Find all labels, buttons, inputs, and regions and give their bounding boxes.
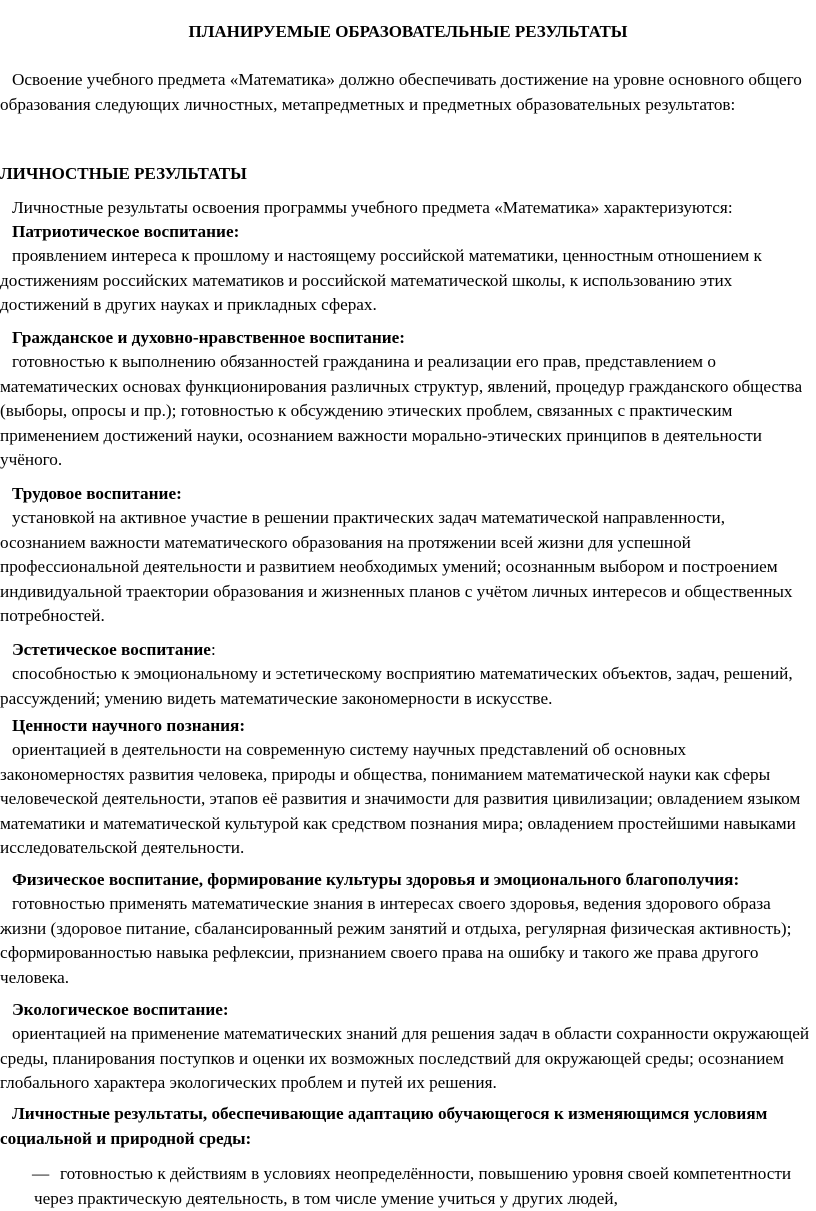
item-heading-labour: Трудовое воспитание: (12, 484, 182, 503)
page-title: ПЛАНИРУЕМЫЕ ОБРАЗОВАТЕЛЬНЫЕ РЕЗУЛЬТАТЫ (188, 22, 628, 41)
item-text-ecological: ориентацией на применение математических знаний для решения задач в области сохранности окружающей среды, планирования поступков и оценки их возможных последствий для окружающей среды; осознанием глобального характера экологических проблем и путей их решения. (0, 1024, 810, 1093)
section-heading: ЛИЧНОСТНЫЕ РЕЗУЛЬТАТЫ (0, 164, 247, 183)
item-text-patriotic: проявлением интереса к прошлому и настоящему российской математики, ценностным отношением к достижениям российских математиков и российской математической школы, к использованию этих достижений в других науках и прикладных сферах. (0, 246, 762, 315)
item-text-civic: готовностью к выполнению обязанностей гражданина и реализации его прав, представлением о математических основах функционирования различных структур, явлений, процедур гражданского общества (выборы, опросы и пр.); готовностью к обсуждению этических проблем, связанных с практическим применением достижений науки, осознанием важности морально-этических принципов в деятельности учёного. (0, 352, 803, 470)
adaptation-heading: Личностные результаты, обеспечивающие адаптацию обучающегося к изменяющимся условиям социальной и природной среды: (0, 1104, 768, 1148)
section-intro: Личностные результаты освоения программы учебного предмета «Математика» характеризуются: (12, 198, 733, 217)
dash-list-item (34, 1162, 814, 1211)
item-heading-civic: Гражданское и духовно-нравственное воспитание: (12, 328, 406, 347)
item-text-science: ориентацией в деятельности на современную систему научных представлений об основных закономерностях развития человека, природы и общества, пониманием математической науки как сферы человеческой деятельности, этапов её развития и значимости для развития цивилизации; овладением языком математики и математической культурой как средством познания мира; овладением простейшими навыками исследовательской деятельности. (0, 740, 801, 858)
item-heading-aesthetic-label: Эстетическое воспитание (12, 640, 211, 659)
dash-item-text: готовностью к действиям в условиях неопределённости, повышению уровня своей компетентности через практическую деятельность, в том числе умение учиться у других людей, (34, 1164, 792, 1208)
dash-bullet: — (32, 1164, 50, 1183)
item-heading-aesthetic-colon: : (210, 640, 216, 659)
item-text-physical: готовностью применять математические знания в интересах своего здоровья, ведения здорового образа жизни (здоровое питание, сбалансированный режим занятий и отдыха, регулярная физическая активность); сформированностью навыка рефлексии, признанием своего права на ошибку и такого же права другого человека. (0, 894, 792, 987)
item-heading-aesthetic (0, 638, 814, 663)
item-heading-patriotic: Патриотическое воспитание: (12, 222, 240, 241)
item-heading-ecological: Экологическое воспитание: (12, 1000, 229, 1019)
item-text-labour: установкой на активное участие в решении практических задач математической направленности, осознанием важности математического образования на протяжении всей жизни для успешной профессиональной деятельности и развитием необходимых умений; осознанным выбором и построением индивидуальной траектории образования и жизненных планов с учётом личных интересов и общественных потребностей. (0, 508, 793, 626)
item-heading-physical: Физическое воспитание, формирование культуры здоровья и эмоционального благополучия: (12, 870, 740, 889)
item-heading-science: Ценности научного познания: (12, 716, 246, 735)
item-text-aesthetic: способностью к эмоциональному и эстетическому восприятию математических объектов, задач, решений, рассуждений; умению видеть математические закономерности в искусстве. (0, 664, 793, 708)
intro-paragraph: Освоение учебного предмета «Математика» должно обеспечивать достижение на уровне основного общего образования следующих личностных, метапредметных и предметных образовательных результатов: (0, 70, 802, 114)
